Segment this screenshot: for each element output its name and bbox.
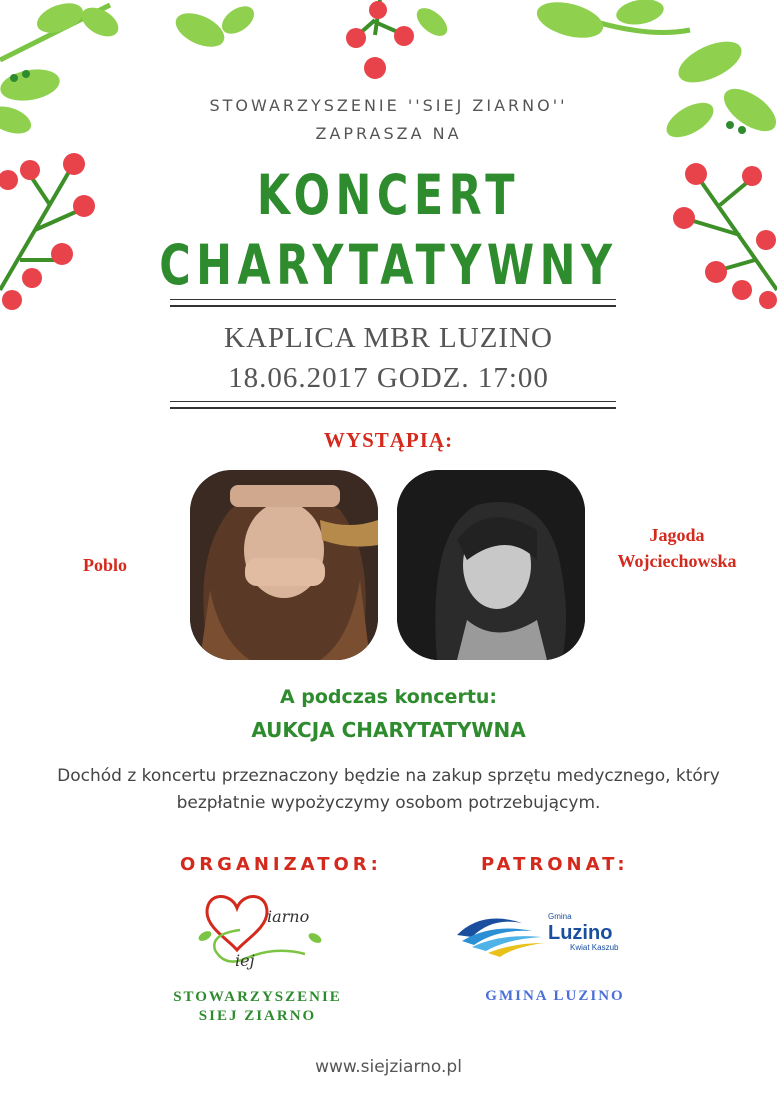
performer-left-name: [60, 552, 150, 578]
luzino-wave-logo: [452, 905, 637, 960]
performer-right-name: [592, 522, 762, 574]
divider-bottom: [170, 401, 616, 409]
title-line-2: CHARYTATYWNY: [159, 233, 618, 297]
venue-info: [0, 318, 777, 398]
intro-line-2: ZAPRASZA NA: [315, 124, 462, 143]
heart-logo: [185, 888, 330, 978]
luzino-logo-small: Gmina: [548, 912, 572, 921]
venue-datetime: 18.06.2017 GODZ. 17:00: [228, 362, 549, 394]
luzino-logo-tagline: Kwiat Kaszub: [570, 943, 619, 952]
intro-line-1: STOWARZYSZENIE ''SIEJ ZIARNO'': [209, 96, 568, 115]
performer-right-name-line-2: Wojciechowska: [617, 551, 737, 571]
organizer-name-line-2: SIEJ ZIARNO: [198, 1008, 317, 1024]
performer-right-photo: [397, 470, 585, 660]
performer-left-photo-image: [190, 470, 378, 660]
venue-place: KAPLICA MBR LUZINO: [224, 322, 553, 354]
decor-top-center-berries: [160, 0, 450, 85]
performer-left-name-text: Poblo: [82, 555, 127, 575]
performer-right-photo-image: [397, 470, 585, 660]
divider-top: [170, 299, 616, 307]
patron-heading: PATRONAT:: [481, 854, 629, 875]
page-title: [85, 160, 691, 300]
organizer-name-line-1: STOWARZYSZENIE: [173, 989, 342, 1005]
during-label: A podczas koncertu:: [279, 686, 498, 708]
auction-label: AUKCJA CHARYTATYWNA: [251, 718, 526, 742]
performer-right-name-line-1: Jagoda: [649, 525, 705, 545]
heart-logo-text-top: iarno: [267, 907, 310, 926]
title-line-1: KONCERT: [256, 163, 520, 227]
website-link[interactable]: www.siejziarno.pl: [315, 1057, 462, 1077]
organizer-heading: ORGANIZATOR:: [180, 854, 382, 875]
performers-heading: WYSTĄPIĄ:: [323, 428, 454, 452]
description-text: Dochód z koncertu przeznaczony będzie na zakup sprzętu medycznego, który bezpłatnie wypożyczymy osobom potrzebującym.: [57, 766, 720, 813]
performer-left-photo: [190, 470, 378, 660]
intro-text: [0, 92, 777, 148]
heart-logo-text-bottom: iej: [235, 951, 255, 970]
luzino-logo-main: Luzino: [548, 922, 613, 944]
patron-name: GMINA LUZINO: [485, 988, 625, 1004]
organizer-name: [140, 988, 375, 1026]
